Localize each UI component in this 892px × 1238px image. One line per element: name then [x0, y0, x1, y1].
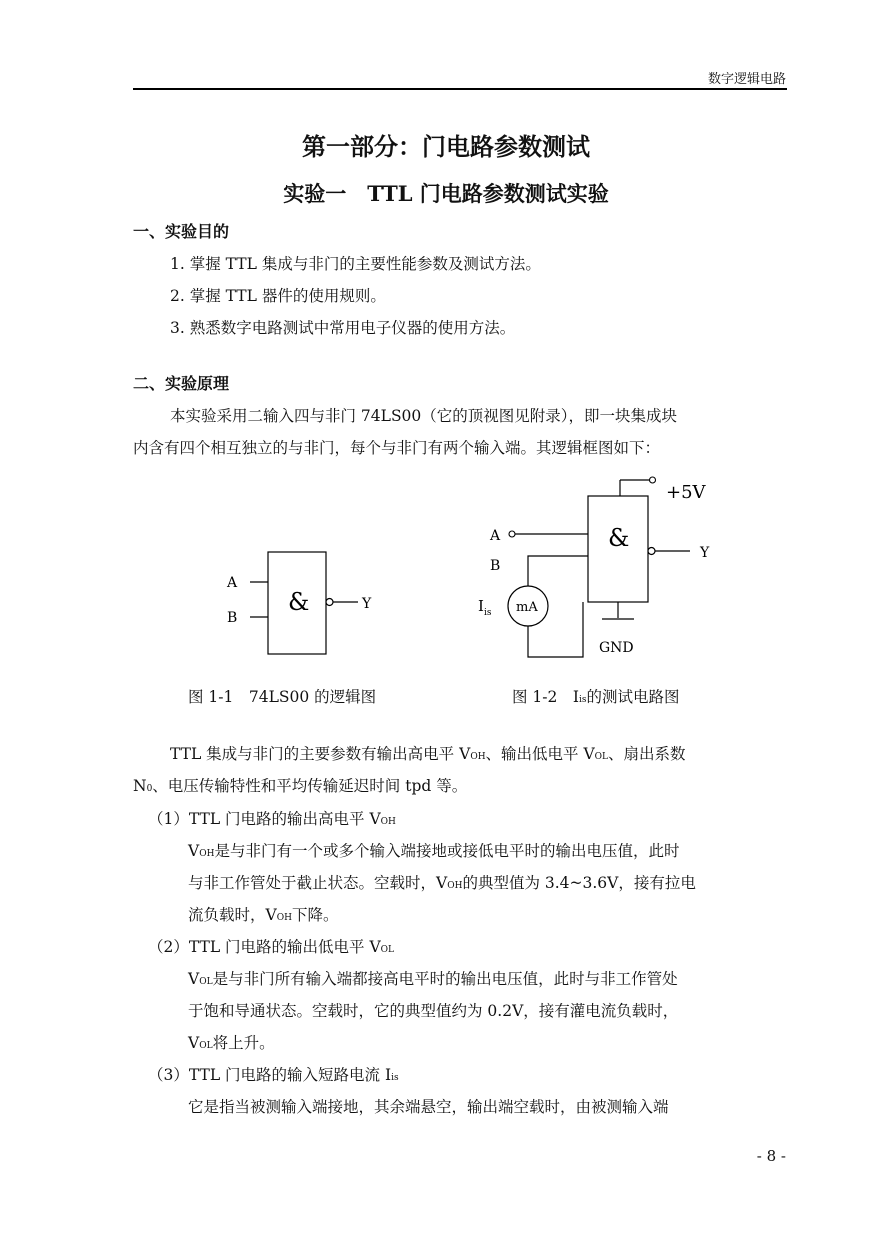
item-1-line-2: 与非工作管处于截止状态。空载时，VOH的典型值为 3.4~3.6V，接有拉电 [188, 874, 696, 892]
params-line-2: N0、电压传输特性和平均传输延迟时间 tpd 等。 [133, 777, 468, 795]
page-number: - 8 - [756, 1147, 786, 1165]
and-symbol: & [288, 588, 310, 616]
vcc-label: +5V [666, 482, 706, 503]
section-heading-purpose: 一、实验目的 [133, 222, 230, 241]
and-symbol: & [608, 524, 630, 552]
item-3-line-1: 它是指当被测输入端接地，其余端悬空，输出端空载时，由被测输入端 [188, 1098, 669, 1116]
running-header: 数字逻辑电路 [707, 72, 786, 87]
item-2-line-1: VOL是与非门所有输入端都接高电平时的输出电压值，此时与非工作管处 [188, 970, 678, 988]
experiment-title: 实验一 TTL 门电路参数测试实验 [283, 181, 609, 206]
purpose-item-2: 2. 掌握 TTL 器件的使用规则。 [170, 287, 386, 305]
output-y-label: Y [700, 545, 710, 561]
inversion-bubble [326, 599, 333, 606]
figure-iis-test-circuit [470, 468, 750, 668]
item-1-heading: （1）TTL 门电路的输出高电平 VOH [148, 810, 396, 828]
item-2-line-3: VOL将上升。 [188, 1034, 275, 1052]
input-b-label: B [490, 558, 501, 574]
input-a-label: A [490, 528, 501, 544]
vcc-terminal [650, 477, 656, 483]
figure-1-1-caption: 图 1-1 74LS00 的逻辑图 [188, 688, 377, 706]
principle-para-line-2: 内含有四个相互独立的与非门，每个与非门有两个输入端。其逻辑框图如下： [133, 439, 661, 457]
section-heading-principle: 二、实验原理 [133, 374, 230, 393]
output-y-label: Y [362, 596, 372, 612]
current-label: $I_{is}$ [478, 597, 492, 618]
header-rule [133, 88, 787, 90]
inversion-bubble [648, 548, 655, 555]
item-3-heading: （3）TTL 门电路的输入短路电流 Iis [148, 1066, 399, 1084]
principle-para-line-1: 本实验采用二输入四与非门 74LS00（它的顶视图见附录），即一块集成块 [170, 407, 678, 425]
purpose-item-1: 1. 掌握 TTL 集成与非门的主要性能参数及测试方法。 [170, 255, 541, 273]
item-1-line-3: 流负载时，VOH下降。 [188, 906, 339, 924]
part-title: 第一部分：门电路参数测试 [302, 132, 590, 161]
item-2-heading: （2）TTL 门电路的输出低电平 VOL [148, 938, 395, 956]
figure-1-2-caption: 图 1-2 Iis的测试电路图 [512, 688, 680, 706]
params-line-1: TTL 集成与非门的主要参数有输出高电平 VOH、输出低电平 VOL、扇出系数 [170, 745, 686, 763]
figure-74ls00-logic [200, 540, 400, 670]
item-2-line-2: 于饱和导通状态。空载时，它的典型值约为 0.2V，接有灌电流负载时， [188, 1002, 679, 1020]
purpose-item-3: 3. 熟悉数字电路测试中常用电子仪器的使用方法。 [170, 319, 516, 337]
gnd-label: GND [599, 640, 634, 656]
meter-label: mA [516, 600, 538, 615]
item-1-line-1: VOH是与非门有一个或多个输入端接地或接低电平时的输出电压值，此时 [188, 842, 680, 860]
input-a-terminal [509, 531, 515, 537]
input-a-label: A [227, 575, 238, 591]
input-b-label: B [227, 610, 238, 626]
